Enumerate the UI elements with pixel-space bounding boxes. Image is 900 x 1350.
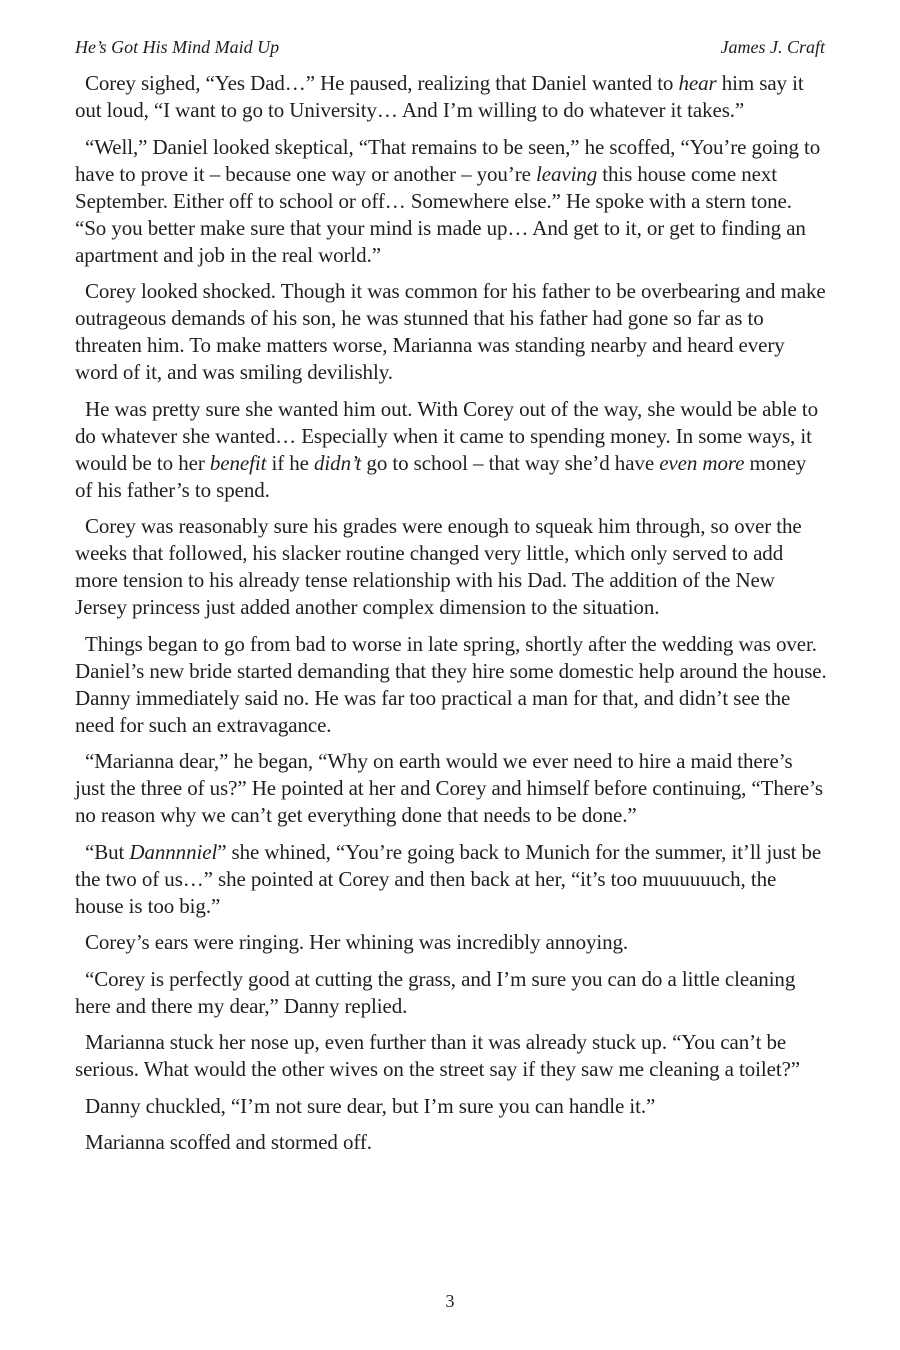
paragraph [75, 966, 827, 1020]
paragraph-text: money of his father’s to spend. [75, 450, 807, 502]
paragraph-text: “Corey is perfectly good at cutting the grass, and I’m sure you can do a little cleaning here and there my dear,” Danny replied. [75, 966, 796, 1018]
paragraph [75, 748, 827, 829]
paragraph [75, 631, 827, 739]
paragraph [75, 1093, 827, 1120]
paragraph [75, 70, 827, 124]
emphasis-text: hear [678, 71, 717, 95]
paragraph [75, 396, 827, 504]
paragraph [75, 1129, 827, 1156]
paragraph [75, 839, 827, 920]
running-header [75, 35, 825, 59]
paragraph [75, 134, 827, 269]
paragraph-text: Marianna scoffed and stormed off. [85, 1130, 372, 1154]
emphasis-text: leaving [536, 161, 598, 186]
paragraph [75, 513, 827, 621]
paragraph-text: “Marianna dear,” he began, “Why on earth would we ever need to hire a maid there’s just the three of us?” He pointed at her and Corey and himself before continuing, “There’s no reason why we can’t get everything done that needs to be done.” [75, 749, 823, 827]
emphasis-text: even more [659, 450, 745, 475]
paragraph-text: go to school – that way she’d have [361, 450, 660, 475]
paragraph-text: him say it out loud, “I want to go to University… And I’m willing to do whatever it takes.” [75, 71, 804, 122]
paragraph-text: Corey looked shocked. Though it was common for his father to be overbearing and make outrageous demands of his son, he was stunned that his father had gone so far as to threaten him. To make matters worse, Marianna was standing nearby and heard every word of it, and was smiling devilishly. [75, 279, 826, 384]
paragraph-text: Danny chuckled, “I’m not sure dear, but I’m sure you can handle it.” [85, 1093, 656, 1118]
body-text [75, 70, 827, 1166]
paragraph-text: “Well,” Daniel looked skeptical, “That remains to be seen,” he scoffed, “You’re going to have to prove it – because one way or another – you’re [75, 134, 821, 186]
paragraph-text: Marianna stuck her nose up, even further than it was already stuck up. “You can’t be serious. What would the other wives on the street say if they saw me cleaning a toilet?” [75, 1030, 801, 1081]
paragraph-text: Corey’s ears were ringing. Her whining was incredibly annoying. [85, 930, 629, 954]
emphasis-text: benefit [209, 450, 267, 475]
paragraph-text: He was pretty sure she wanted him out. With Corey out of the way, she would be able to do whatever she wanted… Especially when it came to spending money. In some ways, it would be to her [75, 396, 818, 475]
emphasis-text: Dannnniel [129, 839, 218, 864]
paragraph-text: if he [266, 450, 315, 475]
paragraph-text: Things began to go from bad to worse in late spring, shortly after the wedding was over. Daniel’s new bride started demanding that they hire some domestic help around the house. Danny immediately said no. He was far too practical a man for that, and didn’t see the need for such an extravagance. [75, 631, 827, 737]
paragraph-text: Corey was reasonably sure his grades were enough to squeak him through, so over the weeks that followed, his slacker routine changed very little, which only served to add more tension to his already tense relationship with his Dad. The addition of the New Jersey princess just added another complex dimension to the situation. [75, 514, 802, 619]
paragraph-text: this house come next September. Either off to school or off… Somewhere else.” He spoke with a stern tone. “So you better make sure that your mind is made up… And get to it, or get to finding an apartment and job in the real world.” [75, 161, 806, 267]
author-name: James J. Craft [720, 37, 825, 57]
paragraph-text: “But [85, 839, 130, 864]
paragraph [75, 1029, 827, 1083]
paragraph-text: Corey sighed, “Yes Dad…” He paused, realizing that Daniel wanted to [85, 71, 679, 95]
page-number: 3 [445, 1291, 455, 1311]
paragraph [75, 929, 827, 956]
paragraph-text: ” she whined, “You’re going back to Munich for the summer, it’ll just be the two of us…” she pointed at Corey and then back at her, “it’s too muuuuuuch, the house is too big.” [75, 839, 822, 918]
book-title: He’s Got His Mind Maid Up [75, 37, 280, 57]
emphasis-text: didn’t [314, 450, 362, 475]
paragraph [75, 278, 827, 386]
